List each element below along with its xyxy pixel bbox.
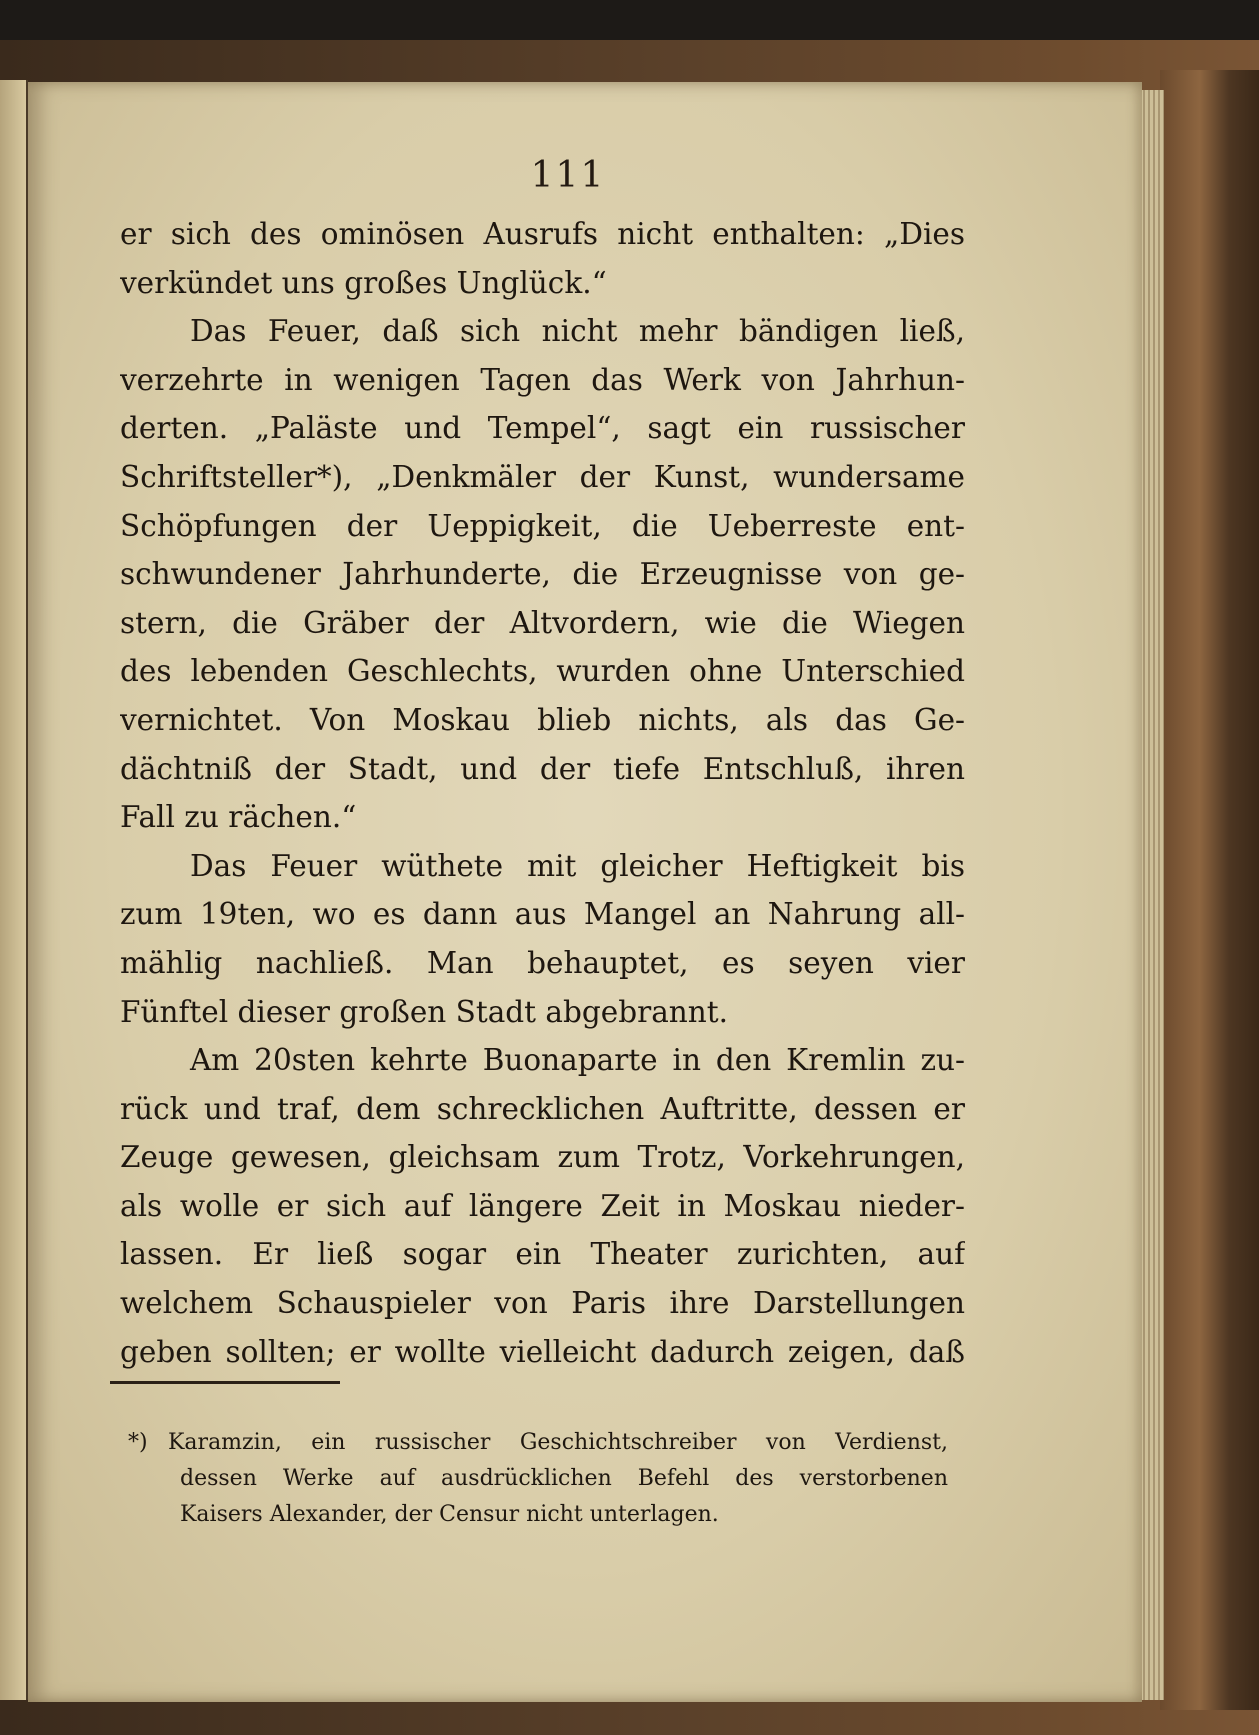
text-line: stern, die Gräber der Altvordern, wie die Wiegen [120,605,965,640]
text-line: Fünftel dieser großen Stadt abgebrannt. [120,994,729,1029]
book-binding [1160,70,1259,1710]
text-line: schwundener Jahrhunderte, die Erzeugnisse von ge- [120,557,965,592]
text-line: Das Feuer wüthete mit gleicher Heftigkeit bis [190,848,965,883]
text-line: als wolle er sich auf längere Zeit in Moskau nieder- [120,1188,965,1223]
text-line: welchem Schauspieler von Paris ihre Darstellungen [120,1286,965,1321]
footnote-marker: *) [128,1430,148,1455]
text-line: er sich des ominösen Ausrufs nicht enthalten: „Dies [120,217,965,251]
left-page-edge [0,80,28,1700]
text-line: rück und traf, dem schrecklichen Auftritte, dessen er [120,1091,965,1126]
footnote [128,1425,948,1533]
text-line: verzehrte in wenigen Tagen das Werk von Jahrhun- [120,362,965,397]
text-line: vernichtet. Von Moskau blieb nichts, als das Ge- [120,702,965,737]
text-line: dächtniß der Stadt, und der tiefe Entschluß, ihren [120,751,965,786]
text-line: Am 20sten kehrte Buonaparte in den Kremlin zu- [190,1043,965,1078]
footnote-line: Kaisers Alexander, der Censur nicht unterlagen. [180,1502,719,1527]
text-line: lassen. Er ließ sogar ein Theater zurichten, auf [120,1237,965,1272]
text-line: Schöpfungen der Ueppigkeit, die Ueberreste ent- [120,508,965,543]
footnote-rule [110,1381,340,1384]
text-line: verkündet uns großes Unglück.“ [120,265,607,300]
text-line: zum 19ten, wo es dann aus Mangel an Nahrung all- [120,897,965,932]
text-line: Das Feuer, daß sich nicht mehr bändigen ließ, [190,314,965,349]
text-line: Schriftsteller*), „Denkmäler der Kunst, wundersame [120,459,965,494]
text-line: des lebenden Geschlechts, wurden ohne Unterschied [120,654,965,689]
text-line: mählig nachließ. Man behauptet, es seyen vier [120,945,965,980]
text-line: Fall zu rächen.“ [120,800,357,835]
text-line: derten. „Paläste und Tempel“, sagt ein russischer [120,411,965,446]
body-text [120,210,965,1376]
footnote-line [128,1425,948,1461]
footnote-line: dessen Werke auf ausdrücklichen Befehl des verstorbenen [180,1466,948,1491]
text-line: Zeuge gewesen, gleichsam zum Trotz, Vorkehrungen, [120,1140,965,1175]
page-edges [1140,90,1164,1700]
footnote-text: Karamzin, ein russischer Geschichtschreiber von Verdienst, [168,1430,948,1455]
page-number: 111 [530,155,606,196]
text-line: geben sollten; er wollte vielleicht dadurch zeigen, daß [120,1334,965,1369]
